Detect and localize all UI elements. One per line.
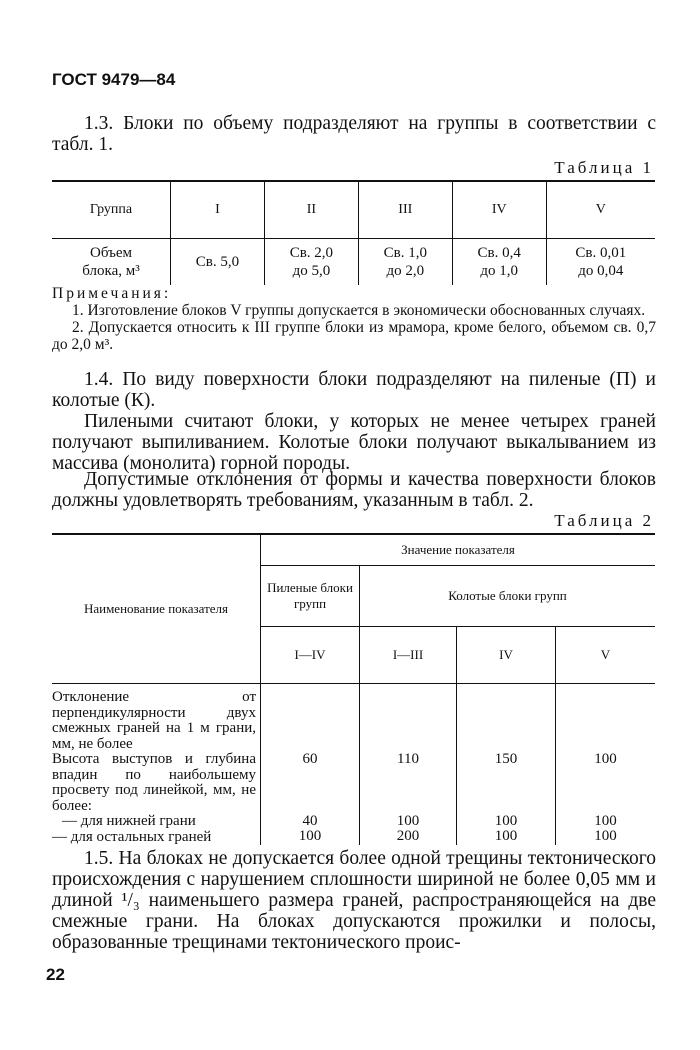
indicator-other-faces: — для остальных граней <box>52 828 212 845</box>
table-2-sub-i-iii: I—III <box>360 627 457 684</box>
table-2-col-split-v <box>556 684 656 846</box>
table-2-body-row <box>52 684 655 846</box>
table-2-col-split-iv <box>457 684 556 846</box>
table-1-group-iv: IV <box>452 181 546 239</box>
value-other-split-iv: 100 <box>494 828 518 844</box>
table-1-value-v: Св. 0,01 до 0,04 <box>546 239 655 286</box>
table-1-header-row <box>52 181 655 239</box>
table-2-sub-v: V <box>556 627 656 684</box>
table-2 <box>52 533 655 845</box>
section-1-4-tolerances: Допустимые отклонения от формы и качества поверхности блоков должны удовлетворять требованиям, указанным в табл. 2. <box>52 469 656 511</box>
table-1-group-iii: III <box>358 181 452 239</box>
note-2: 2. Допускается относить к III группе блоки из мрамора, кроме белого, объемом св. 0,7 до 2,0 м³. <box>52 319 656 353</box>
value-bottom-sawn: 40 <box>302 812 318 829</box>
table-2-caption: Таблица 2 <box>554 511 654 530</box>
section-1-5-text: 1.5. На блоках не допускается более одной трещины тектонического происхождения с нарушением сплошности шириной не более 0,05 мм и длиной ¹/₃ наименьшего размера граней, распространяющейся на две смежные грани. На блоках допускаются прожилки и полосы, образованные трещинами тектонического проис- <box>52 848 656 953</box>
section-1-4-sawn-definition: Пилеными считают блоки, у которых не менее четырех граней получают выпиливанием. Колотые блоки получают выкалыванием из массива (монолита) горной породы. <box>52 411 656 474</box>
indicator-protrusions: Высота выступов и глубина впадин по наибольшему просвету под линейкой, мм, не более: <box>52 751 256 814</box>
value-other-split-i-iii: 200 <box>396 828 420 844</box>
value-other-split-v: 100 <box>594 828 617 844</box>
table-2-sub-iv: IV <box>457 627 556 684</box>
table-2-indicator-names <box>52 684 261 846</box>
table-1-value-iii: Св. 1,0 до 2,0 <box>358 239 452 286</box>
value-perp-split-i-iii: 110 <box>397 751 419 767</box>
value-bottom-split-v: 100 <box>594 812 617 829</box>
section-1-4-text: 1.4. По виду поверхности блоки подразделяют на пиленые (П) и колотые (К). <box>52 369 656 411</box>
section-1-3-text: 1.3. Блоки по объему подразделяют на группы в соответствии с табл. 1. <box>52 113 656 155</box>
table-2-sawn-header: Пиленые блоки групп <box>261 566 360 627</box>
value-bottom-split-iv: 100 <box>494 812 518 829</box>
table-1-value-ii: Св. 2,0 до 5,0 <box>264 239 358 286</box>
table-1-group-ii: II <box>264 181 358 239</box>
table-2-value-header: Значение показателя <box>261 534 656 566</box>
table-2-split-header: Колотые блоки групп <box>360 566 656 627</box>
table-1-value-iv: Св. 0,4 до 1,0 <box>452 239 546 286</box>
table-1-group-header: Группа <box>52 181 171 239</box>
table-1-row-label: Объем блока, м³ <box>82 245 140 279</box>
document-code: ГОСТ 9479—84 <box>52 70 176 89</box>
table-1 <box>52 180 655 285</box>
notes-title: Примечания: <box>52 285 172 302</box>
table-2-col-sawn <box>261 684 360 846</box>
value-perp-sawn: 60 <box>302 751 318 767</box>
value-perp-split-iv: 150 <box>494 751 518 767</box>
table-1-notes <box>52 285 656 353</box>
table-1-group-v: V <box>546 181 655 239</box>
value-bottom-split-i-iii: 100 <box>396 812 420 829</box>
table-1-group-i: I <box>171 181 265 239</box>
page-number: 22 <box>46 965 65 984</box>
indicator-bottom-face: — для нижней грани <box>62 813 196 829</box>
note-1: 1. Изготовление блоков V группы допускается в экономически обоснованных случаях. <box>72 302 646 319</box>
indicator-perpendicularity: Отклонение от перпендикулярности двух смежных граней на 1 м грани, мм, не более <box>52 689 256 752</box>
table-1-caption: Таблица 1 <box>554 158 654 177</box>
table-1-volume-row <box>52 239 655 286</box>
table-2-col-split-i-iii <box>360 684 457 846</box>
table-1-value-i: Св. 5,0 <box>171 239 265 286</box>
table-2-sub-i-iv: I—IV <box>261 627 360 684</box>
value-perp-split-v: 100 <box>594 751 617 767</box>
table-2-header-row-1 <box>52 534 655 566</box>
table-2-name-header: Наименование показателя <box>52 534 261 684</box>
value-other-sawn: 100 <box>298 828 322 844</box>
